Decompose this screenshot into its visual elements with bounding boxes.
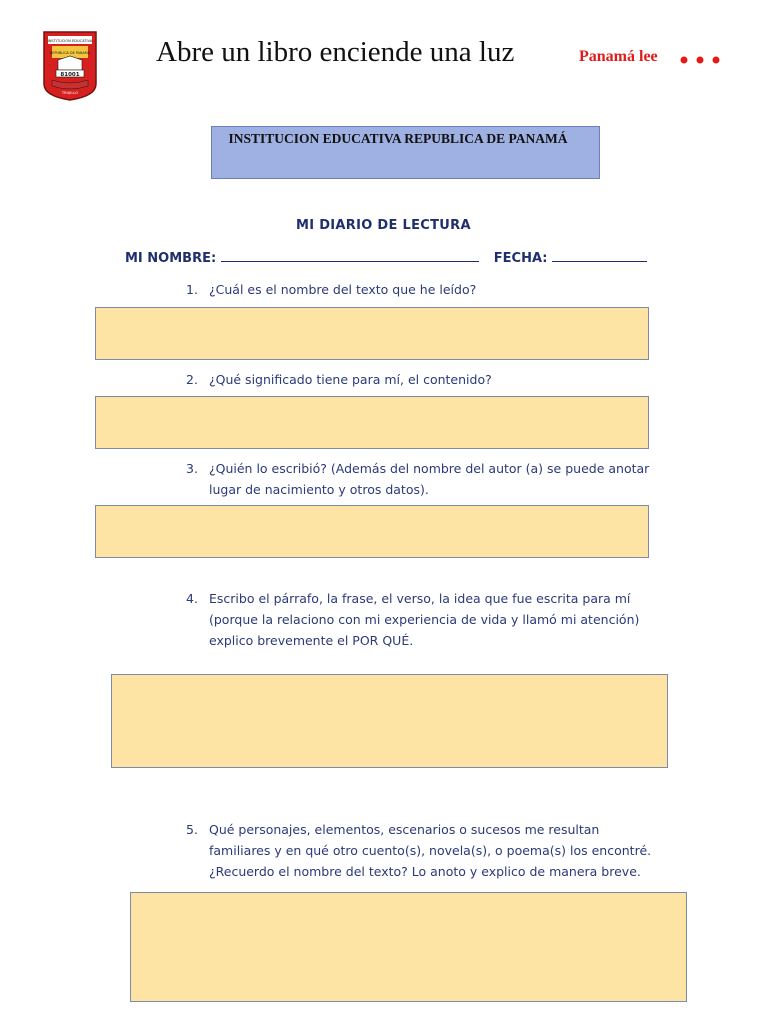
question-number: 2. — [186, 372, 198, 387]
question-text: ¿Qué significado tiene para mí, el contenido? — [209, 372, 492, 387]
diary-title: MI DIARIO DE LECTURA — [296, 218, 471, 233]
name-label: MI NOMBRE: — [125, 251, 217, 266]
question-number: 1. — [186, 282, 198, 297]
slogan: Abre un libro enciende una luz — [156, 36, 515, 68]
question-text: ¿Cuál es el nombre del texto que he leído? — [209, 282, 477, 297]
question-number: 5. — [186, 822, 198, 837]
answer-box-1[interactable] — [95, 307, 649, 360]
institution-name: INSTITUCION EDUCATIVA REPUBLICA DE PANAMÁ — [228, 131, 568, 146]
ellipsis-dots-icon — [678, 54, 722, 66]
school-crest-logo — [42, 30, 98, 102]
question-number: 3. — [186, 461, 198, 476]
answer-box-3[interactable] — [95, 505, 649, 558]
question-number: 4. — [186, 591, 198, 606]
answer-box-2[interactable] — [95, 396, 649, 449]
question-text: ¿Quién lo escribió? (Además del nombre del autor (a) se puede anotar lugar de nacimiento y otros datos). — [209, 461, 650, 497]
answer-box-4[interactable] — [111, 674, 668, 768]
crest-bottom-text: TRUJILLO — [61, 91, 79, 95]
date-label: FECHA: — [493, 251, 548, 266]
answer-box-5[interactable] — [130, 892, 687, 1002]
date-field[interactable] — [552, 249, 647, 262]
question-text: Qué personajes, elementos, escenarios o sucesos me resultan familiares y en qué otro cuento(s), novela(s), o poema(s) los encontré. ¿Recuerdo el nombre del texto? Lo anoto y explico de manera breve. — [209, 822, 652, 879]
name-field[interactable] — [221, 249, 479, 262]
question-text: Escribo el párrafo, la frase, el verso, la idea que fue escrita para mí (porque la relaciono con mi experiencia de vida y llamó mi atención) explico brevemente el POR QUÉ. — [209, 591, 640, 648]
name-date-line — [125, 249, 647, 266]
tagline-panama-lee: Panamá lee — [579, 48, 658, 65]
crest-middle-text: REPUBLICA DE PANAMA — [49, 51, 91, 55]
crest-top-text: INSTITUCION EDUCATIVA — [47, 39, 93, 43]
crest-number: 81001 — [60, 72, 80, 78]
